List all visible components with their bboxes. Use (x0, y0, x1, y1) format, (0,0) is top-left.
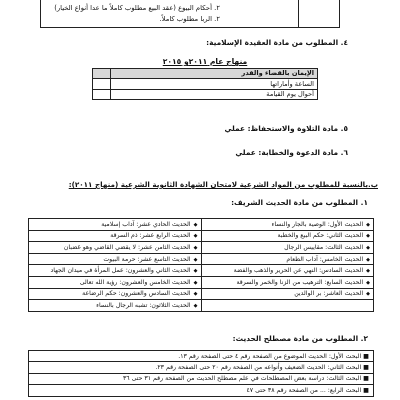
hadith-cell: ◆الحديث الثالث: مقاييس الرجال (201, 242, 374, 254)
diamond-bullet-icon: ◆ (193, 268, 198, 275)
aqeedah-heading: ٤. المطلوب من مادة العقيدة الإسلامية: (206, 38, 348, 47)
diamond-bullet-icon: ◆ (366, 244, 370, 251)
diamond-bullet-icon: ◆ (366, 268, 370, 275)
square-bullet-icon: ■ (361, 364, 369, 372)
tilawah-line: ٥. مادة التلاوة والاستحفاظ: عملي (224, 124, 348, 133)
diamond-bullet-icon: ◆ (193, 279, 198, 286)
hadith-cell (201, 300, 374, 312)
hadith-cell: ◆الحديث الثاني: حكم البيع والخطبة (201, 230, 374, 242)
previous-item-line-1: ٢. أحكام البيوع (عقد البيع مطلوب كاملاً ما عدا أنواع الخيار) (54, 4, 220, 12)
diamond-bullet-icon: ◆ (366, 221, 370, 228)
diamond-bullet-icon: ◆ (193, 244, 198, 251)
hadith-cell: ◆الحديث الثاني والعشرون: عمل المرأة في ميدان الجهاد (29, 265, 202, 277)
mustalah-row: ■ البحث الثاني: الحديث الضعيف وأنواعه من الصفحة رقم ٢٠ حتى الصفحة رقم ٢٣. (29, 362, 374, 373)
mustalah-table (28, 350, 374, 397)
aqeedah-table-cell (93, 68, 111, 79)
hadith-cell: ◆الحديث الخامس: آداب الطعام (201, 253, 374, 265)
mustalah-heading: ٢. المطلوب من مادة مصطلح الحديث: (232, 334, 368, 343)
diamond-bullet-icon: ◆ (366, 256, 370, 263)
diamond-bullet-icon: ◆ (193, 233, 198, 240)
dawah-line: ٦. مادة الدعوة والخطابة: عملي (235, 148, 348, 157)
hadith-cell: ◆الحديث الثلاثون: تشبه الرجال بالنساء (29, 300, 202, 312)
diamond-bullet-icon: ◆ (366, 279, 370, 286)
mustalah-row: ■ البحث الثالث: دراسة بعض المصطلحات في علم مصطلح الحديث من الصفحة رقم ٣١ حتى ٣٦ (29, 373, 374, 384)
hadith-cell: ◆الحديث الرابع عشر: ذم السرقة (29, 230, 202, 242)
hadith-cell: ◆الحديث الثامن عشر: لا يقضي القاضي وهو غضبان (29, 242, 202, 254)
aqeedah-table-cell: الساعة وأماراتها (111, 79, 318, 90)
hadith-cell: ◆الحديث الحادي عشر: آداب إسلامية (29, 219, 202, 231)
mustalah-row: ■ البحث الرابع: ... من الصفحة رقم ٣٨ حتى ٤٧ (29, 385, 374, 396)
aqeedah-table-cell: الإيمان بالقضاء والقدر (111, 68, 318, 79)
square-bullet-icon: ■ (361, 375, 369, 383)
hadith-cell: ◆الحديث الخامس والعشرون: رؤية الله تعالى (29, 276, 202, 288)
diamond-bullet-icon: ◆ (193, 291, 198, 298)
hadith-cell: ◆الحديث السابع: الترهيب من الزنا والخمر والسرقة (201, 276, 374, 288)
hadith-cell: ◆الحديث التاسع عشر: حرمة البيوت (29, 253, 202, 265)
previous-item-line-2: ٢. الربا مطلوب كاملاً. (159, 15, 220, 23)
diamond-bullet-icon: ◆ (193, 256, 198, 263)
part-b-heading: ب.بالنسبة للمطلوب من المواد الشرعية لامتحان الشهادة الثانوية الشرعية (منهاج ٢٠١١): (68, 180, 378, 189)
hadith-table (28, 218, 374, 312)
hadith-heading: ١. المطلوب من مادة الحديث الشريف: (231, 198, 368, 207)
square-bullet-icon: ■ (361, 386, 369, 394)
mustalah-row: ■ البحث الأول: الحديث الموضوع من الصفحة رقم ٤ حتى الصفحة رقم ١٣. (29, 351, 374, 362)
diamond-bullet-icon: ◆ (366, 233, 370, 240)
diamond-bullet-icon: ◆ (193, 221, 198, 228)
aqeedah-table (92, 56, 318, 100)
aqeedah-table-cell: أحوال يوم القيامة (111, 89, 318, 100)
aqeedah-table-title: منهاج عام ٢٠١١و ٢٠١٥ (93, 56, 318, 68)
box-divider (298, 0, 299, 27)
hadith-cell: ◆الحديث السادس: النهي عن الحرير والذهب والفضة (201, 265, 374, 277)
diamond-bullet-icon: ◆ (193, 302, 198, 309)
hadith-cell: ◆الحديث السادس والعشرون: حكم الرضاعة (29, 288, 202, 300)
aqeedah-table-cell (93, 89, 111, 100)
hadith-cell: ◆الحديث الأول: الوصية بالجار والنساء (201, 219, 374, 231)
hadith-cell: ◆الحديث العاشر: بر الوالدين (201, 288, 374, 300)
square-bullet-icon: ■ (361, 352, 369, 360)
diamond-bullet-icon: ◆ (366, 291, 370, 298)
aqeedah-table-cell (93, 79, 111, 90)
